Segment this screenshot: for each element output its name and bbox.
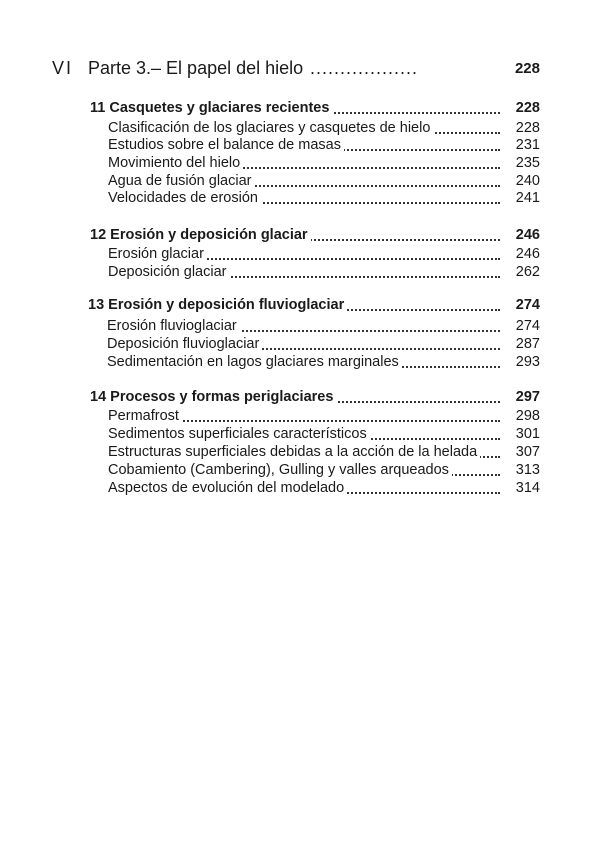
chapter-title: 14 Procesos y formas periglaciares bbox=[90, 389, 336, 405]
toc-entry bbox=[108, 479, 540, 498]
toc-entry bbox=[107, 353, 540, 372]
entry-page-number: 235 bbox=[513, 154, 540, 173]
entry-title: Aspectos de evolución del modelado bbox=[108, 480, 347, 496]
chapter-heading bbox=[90, 99, 540, 118]
chapter-page-number: 228 bbox=[513, 99, 540, 118]
chapter-title: 12 Erosión y deposición glaciar bbox=[90, 227, 311, 243]
toc-entry bbox=[107, 317, 540, 336]
entry-title: Sedimentos superficiales característicos bbox=[108, 426, 370, 442]
toc-entry bbox=[108, 245, 540, 264]
entry-page-number: 262 bbox=[513, 263, 540, 282]
entry-page-number: 293 bbox=[513, 353, 540, 372]
part-page-number: 228 bbox=[514, 60, 540, 77]
part-title: Parte 3.– El papel del hielo bbox=[88, 58, 304, 78]
toc-entry bbox=[108, 443, 540, 462]
entry-page-number: 241 bbox=[513, 189, 540, 208]
toc-entry bbox=[108, 407, 540, 426]
entry-title: Deposición glaciar bbox=[108, 264, 229, 280]
entry-title: Deposición fluvioglaciar bbox=[107, 336, 262, 352]
entry-page-number: 228 bbox=[513, 119, 540, 138]
entry-page-number: 240 bbox=[513, 172, 540, 191]
entry-title: Permafrost bbox=[108, 408, 182, 424]
entry-title: Sedimentación en lagos glaciares marginales bbox=[107, 354, 402, 370]
entry-title: Clasificación de los glaciares y casquetes de hielo bbox=[108, 120, 433, 136]
entry-page-number: 301 bbox=[513, 425, 540, 444]
part-heading bbox=[52, 58, 540, 82]
toc-entry bbox=[108, 263, 540, 282]
entry-page-number: 307 bbox=[513, 443, 540, 462]
chapter-title: 11 Casquetes y glaciares recientes bbox=[90, 100, 332, 116]
entry-page-number: 298 bbox=[513, 407, 540, 426]
toc-entry bbox=[108, 154, 540, 173]
entry-title: Erosión fluvioglaciar bbox=[107, 318, 240, 334]
toc-entry bbox=[108, 461, 540, 480]
chapter-page-number: 274 bbox=[513, 296, 540, 315]
entry-title: Estudios sobre el balance de masas bbox=[108, 137, 344, 153]
part-leader-dots: .................. bbox=[310, 58, 419, 78]
entry-title: Movimiento del hielo bbox=[108, 155, 243, 171]
part-number: VI bbox=[52, 58, 74, 78]
entry-page-number: 313 bbox=[513, 461, 540, 480]
chapter-page-number: 297 bbox=[513, 388, 540, 407]
entry-page-number: 231 bbox=[513, 136, 540, 155]
toc-entry bbox=[108, 136, 540, 155]
chapter-heading bbox=[90, 388, 540, 407]
toc-entry bbox=[108, 425, 540, 444]
entry-title: Erosión glaciar bbox=[108, 246, 207, 262]
entry-title: Agua de fusión glaciar bbox=[108, 173, 255, 189]
entry-page-number: 274 bbox=[513, 317, 540, 336]
entry-title: Velocidades de erosión bbox=[108, 190, 261, 206]
chapter-title: 13 Erosión y deposición fluvioglaciar bbox=[88, 297, 347, 313]
toc-entry bbox=[107, 335, 540, 354]
entry-title: Cobamiento (Cambering), Gulling y valles arqueados bbox=[108, 462, 452, 478]
toc-entry bbox=[108, 189, 540, 208]
entry-page-number: 287 bbox=[513, 335, 540, 354]
chapter-heading bbox=[88, 296, 540, 315]
entry-page-number: 314 bbox=[513, 479, 540, 498]
entry-title: Estructuras superficiales debidas a la acción de la helada bbox=[108, 444, 480, 460]
chapter-heading bbox=[90, 226, 540, 245]
entry-page-number: 246 bbox=[513, 245, 540, 264]
chapter-page-number: 246 bbox=[513, 226, 540, 245]
